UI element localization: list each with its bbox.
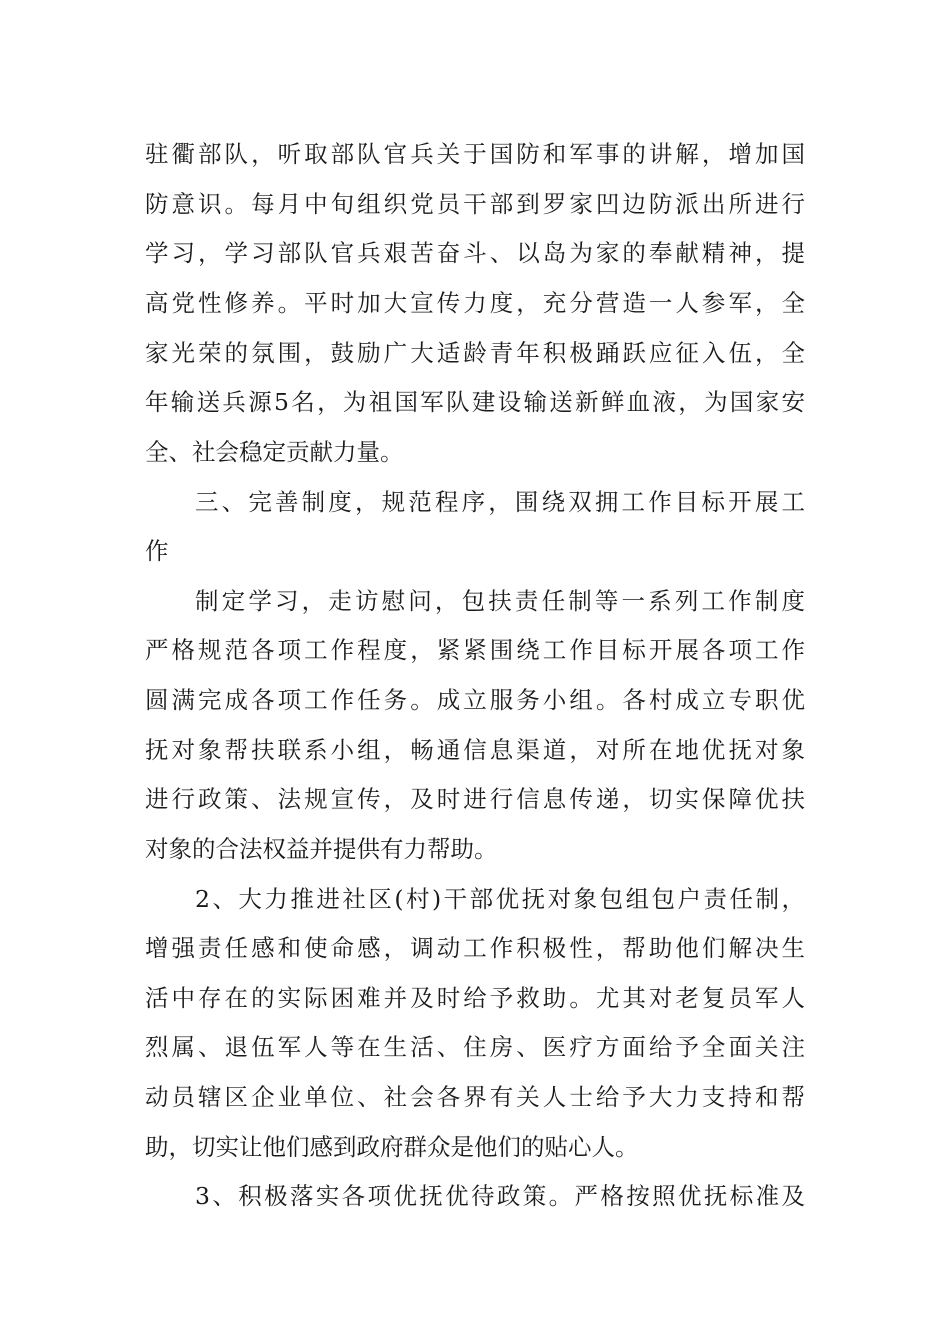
text-line: 严格规范各项工作程度，紧紧围绕工作目标开展各项工作: [145, 636, 805, 664]
section-heading: 三、完善制度，规范程序，围绕双拥工作目标开展工: [195, 488, 805, 516]
text-line: 全、社会稳定贡献力量。: [145, 438, 404, 466]
text-line: 圆满完成各项工作任务。成立服务小组。各村成立专职优: [145, 686, 805, 714]
text-line: 增强责任感和使命感，调动工作积极性，帮助他们解决生: [145, 934, 805, 962]
text-line: 抚对象帮扶联系小组，畅通信息渠道，对所在地优抚对象: [145, 736, 805, 764]
text-line: 动员辖区企业单位、社会各界有关人士给予大力支持和帮: [145, 1083, 805, 1111]
text-line: 对象的合法权益并提供有力帮助。: [145, 835, 498, 863]
text-line: 高党性修养。平时加大宣传力度，充分营造一人参军，全: [145, 289, 805, 317]
text-line: 学习，学习部队官兵艰苦奋斗、以岛为家的奉献精神，提: [145, 239, 805, 267]
text-line: 制定学习，走访慰问，包扶责任制等一系列工作制度: [195, 587, 805, 615]
text-line: 助，切实让他们感到政府群众是他们的贴心人。: [145, 1133, 639, 1161]
text-line: 家光荣的氛围，鼓励广大适龄青年积极踊跃应征入伍，全: [145, 339, 805, 367]
text-line: 3、积极落实各项优抚优待政策。严格按照优抚标准及: [195, 1182, 805, 1210]
text-line: 进行政策、法规宣传，及时进行信息传递，切实保障优扶: [145, 785, 805, 813]
text-line: 烈属、退伍军人等在生活、住房、医疗方面给予全面关注: [145, 1033, 805, 1061]
section-heading-continued: 作: [145, 537, 169, 565]
text-line: 活中存在的实际困难并及时给予救助。尤其对老复员军人: [145, 984, 805, 1012]
text-line: 2、大力推进社区(村)干部优抚对象包组包户责任制，: [195, 885, 805, 913]
text-line: 年输送兵源5名，为祖国军队建设输送新鲜血液，为国家安: [145, 388, 805, 416]
text-line: 驻衢部队，听取部队官兵关于国防和军事的讲解，增加国: [145, 140, 805, 168]
text-line: 防意识。每月中旬组织党员干部到罗家凹边防派出所进行: [145, 190, 805, 218]
